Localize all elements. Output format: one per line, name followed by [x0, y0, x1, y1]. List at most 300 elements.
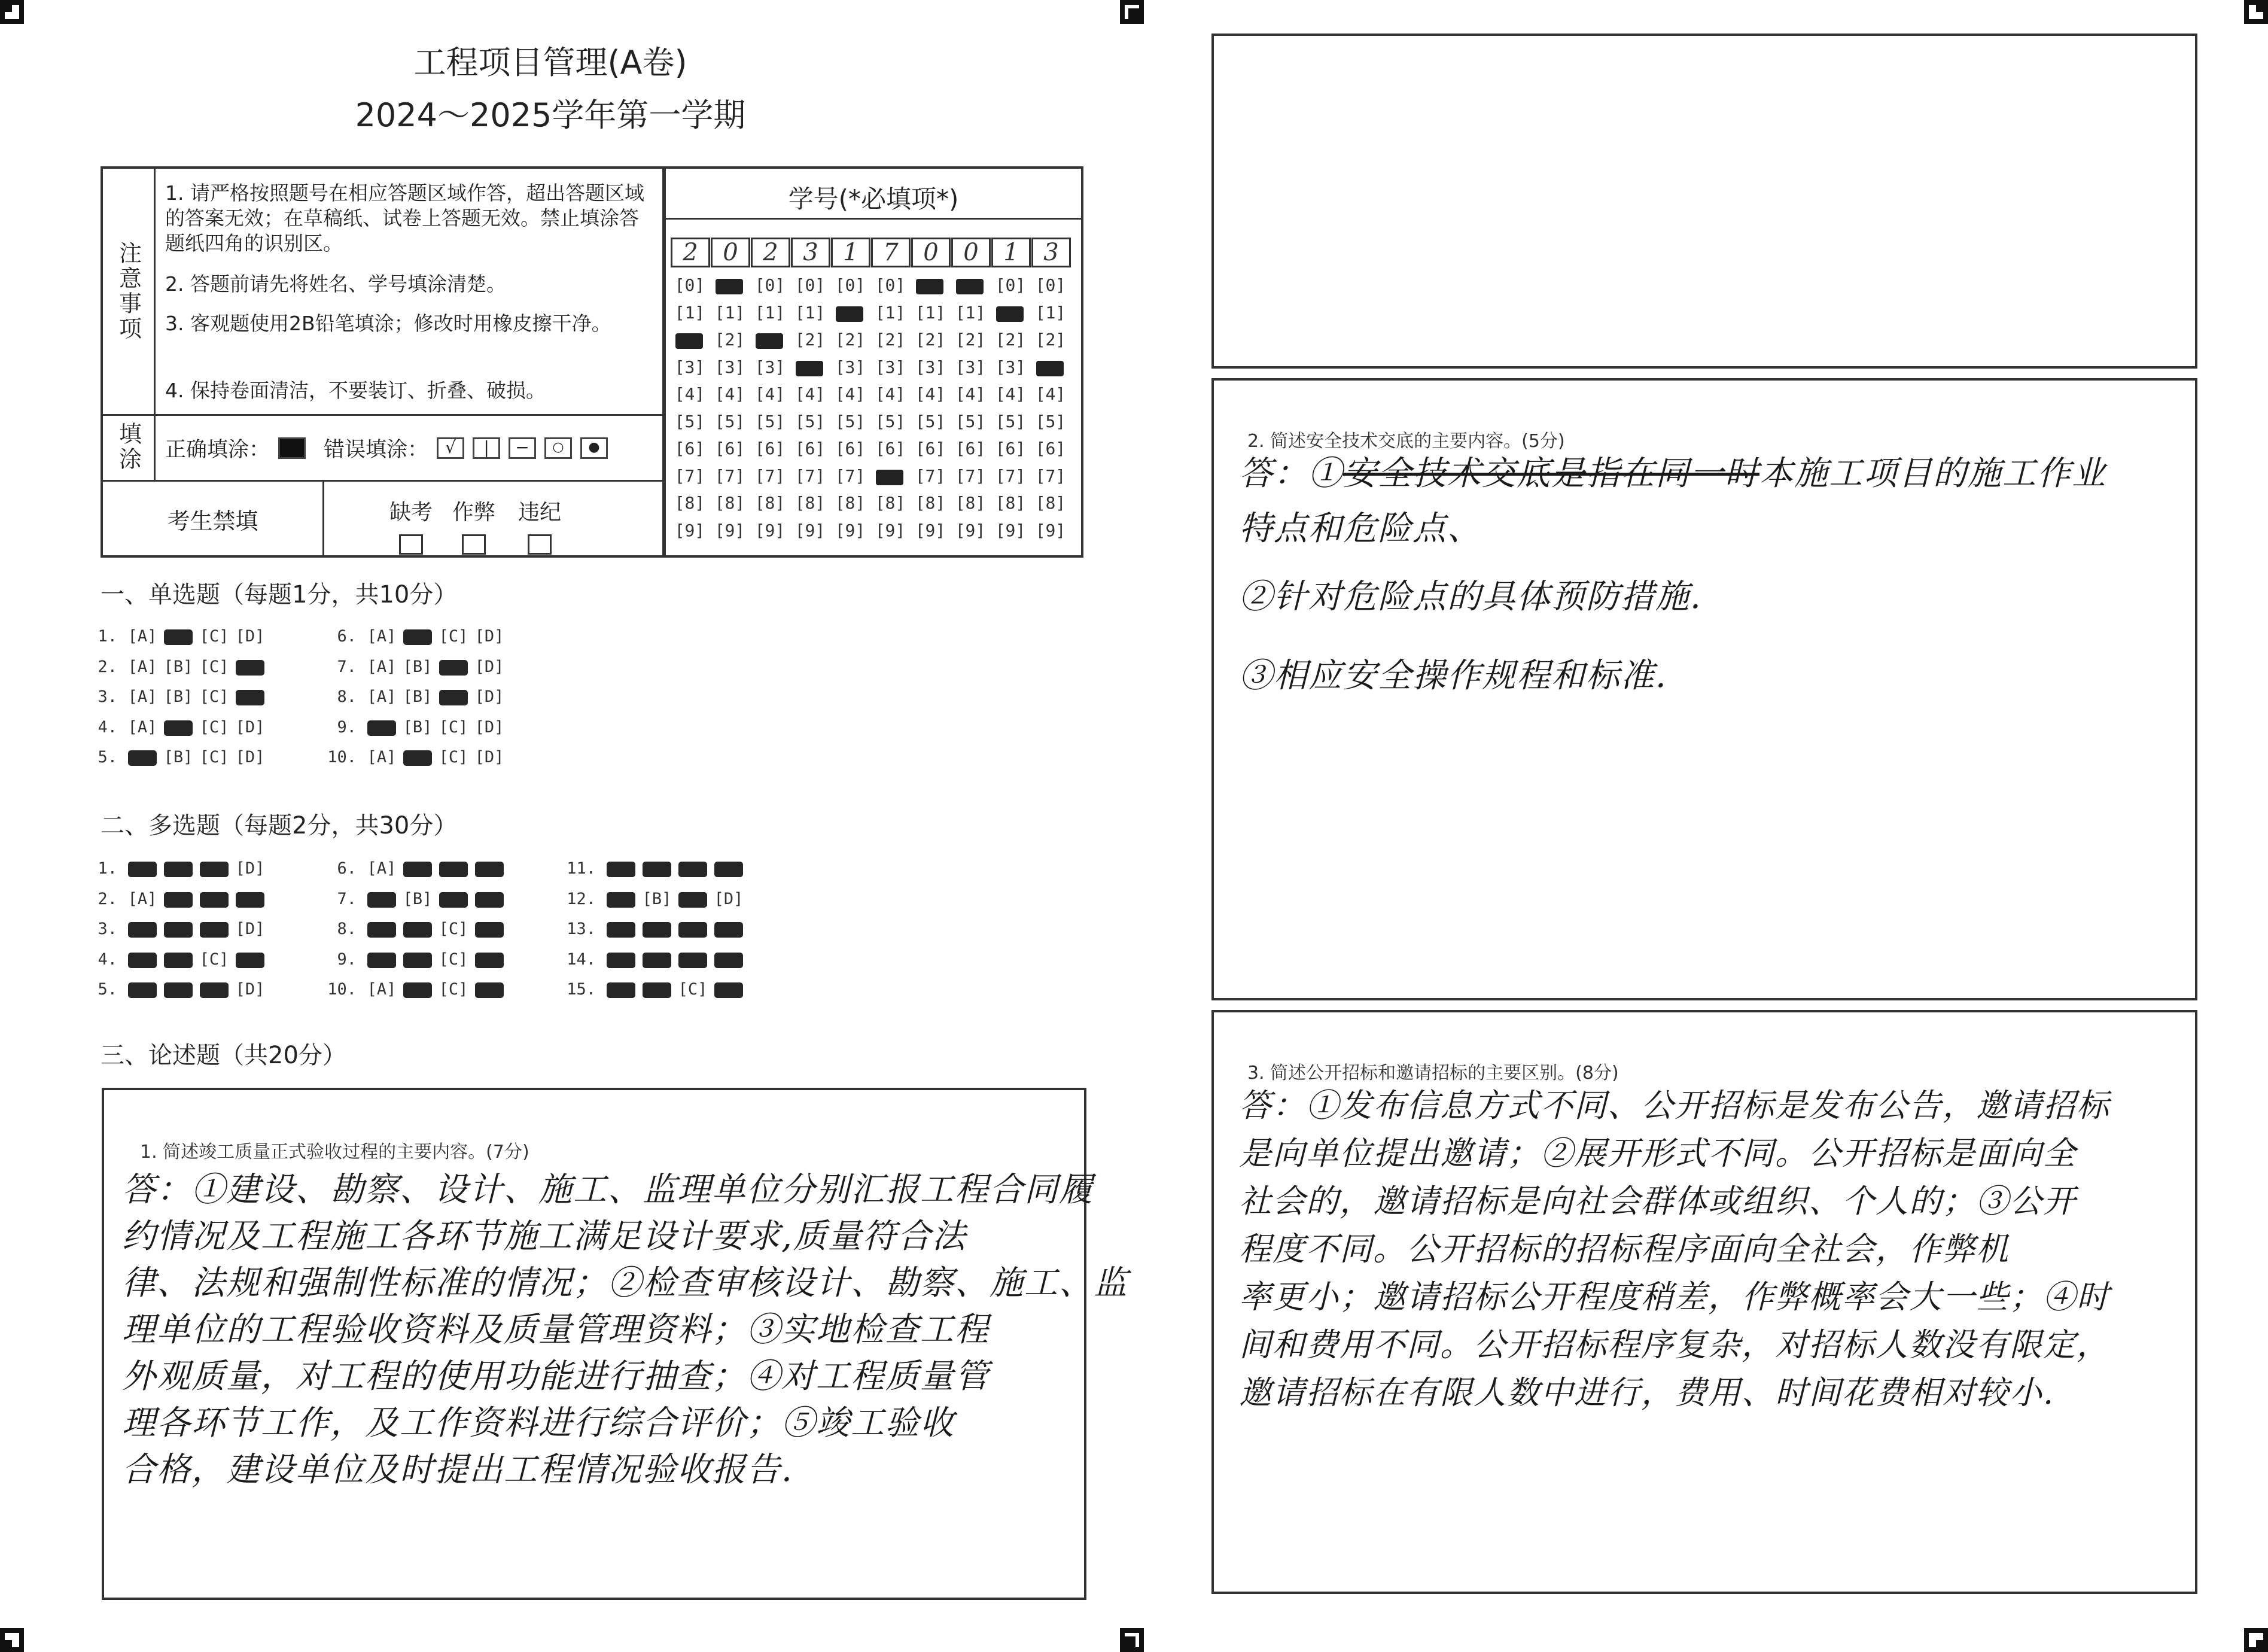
student-id-digit-cell[interactable]: 3: [1031, 238, 1071, 267]
wrong-fill-label: 错误填涂：: [324, 438, 429, 462]
forbid-absent-label: 缺考: [389, 500, 433, 525]
forbid-cheat-checkbox[interactable]: [462, 534, 486, 555]
student-id-bubble[interactable]: [4]: [754, 384, 786, 404]
student-id-bubble[interactable]: [5]: [995, 411, 1026, 431]
answer-option-bubble[interactable]: [C]: [439, 748, 468, 766]
student-id-bubble[interactable]: [8]: [754, 493, 786, 513]
student-id-bubble[interactable]: [2]: [714, 330, 745, 349]
answer-option-bubble[interactable]: [A]: [127, 687, 157, 706]
answer-option-bubble[interactable]: [471, 890, 507, 908]
student-id-digits: [671, 238, 1071, 267]
student-id-bubble[interactable]: [5]: [794, 411, 826, 431]
answer-option-bubble[interactable]: [400, 980, 436, 999]
question-number: 6.: [337, 859, 357, 878]
student-id-bubble[interactable]: [1]: [794, 302, 826, 323]
answer-option-bubble[interactable]: [D]: [474, 687, 504, 706]
answer-option-bubble[interactable]: [639, 859, 675, 878]
answer-option-bubble[interactable]: [A]: [127, 657, 157, 676]
answer-option-bubble[interactable]: [603, 890, 639, 908]
question-row: [84, 627, 268, 646]
answer-option-bubble[interactable]: [675, 920, 711, 938]
question-number: 8.: [337, 920, 357, 938]
student-id-bubble[interactable]: [4]: [714, 384, 745, 404]
forbid-violation[interactable]: [504, 495, 576, 555]
student-id-bubble[interactable]: [912, 275, 948, 295]
question-number: 5.: [98, 980, 117, 999]
answer-option-bubble[interactable]: [471, 980, 507, 999]
forbid-absent[interactable]: [375, 495, 447, 555]
question-number: 15.: [567, 980, 596, 999]
question-row: [84, 980, 268, 999]
student-id-bubble[interactable]: [6]: [955, 439, 986, 458]
question-row: [323, 980, 507, 999]
answer-option-bubble[interactable]: [D]: [235, 980, 265, 999]
forbid-violation-checkbox[interactable]: [528, 534, 552, 555]
student-id-bubble[interactable]: [9]: [754, 520, 786, 540]
student-id-bubble[interactable]: [4]: [794, 384, 826, 404]
student-id-bubble[interactable]: [672, 330, 708, 349]
student-id-bubble[interactable]: [4]: [835, 384, 866, 404]
answer-option-bubble[interactable]: [C]: [439, 950, 468, 969]
student-id-bubble[interactable]: [832, 303, 868, 323]
notice-item-4: 4. 保持卷面清洁，不要装订、折叠、破损。: [165, 379, 546, 402]
answer-line: 间和费用不同。公开招标程序复杂，对招标人数没有限定，: [1239, 1326, 2110, 1364]
answer-option-bubble[interactable]: [124, 859, 160, 878]
answer-option-bubble[interactable]: [711, 859, 747, 878]
student-id-bubble[interactable]: [8]: [794, 493, 826, 513]
forbid-cheat-label: 作弊: [452, 500, 495, 525]
answer-option-bubble[interactable]: [196, 890, 232, 908]
question-number: 6.: [337, 627, 357, 646]
student-id-bubble[interactable]: [4]: [1035, 384, 1066, 404]
student-id-bubble[interactable]: [8]: [995, 493, 1026, 513]
handwritten-answer-q1: [122, 1167, 1128, 1493]
student-id-bubble[interactable]: [7]: [835, 466, 866, 486]
answer-option-bubble[interactable]: [160, 920, 196, 938]
question-row: [84, 890, 268, 908]
answer-option-bubble[interactable]: [D]: [714, 889, 744, 908]
student-id-panel: [663, 166, 1083, 558]
forbid-cheat[interactable]: [438, 495, 510, 555]
student-id-bubble[interactable]: [9]: [875, 520, 906, 540]
student-id-digit-cell[interactable]: 2: [751, 238, 790, 267]
student-id-bubble[interactable]: [0]: [875, 275, 906, 295]
student-id-bubble[interactable]: [9]: [714, 520, 745, 540]
answer-option-bubble[interactable]: [A]: [127, 889, 157, 908]
student-id-bubble[interactable]: [1]: [955, 302, 986, 323]
student-id-bubble[interactable]: [8]: [955, 493, 986, 513]
student-id-bubble[interactable]: [2]: [955, 330, 986, 349]
answer-option-bubble[interactable]: [D]: [474, 717, 504, 737]
student-id-bubble[interactable]: [6]: [915, 439, 946, 458]
student-id-bubble[interactable]: [9]: [835, 520, 866, 540]
answer-option-bubble[interactable]: [400, 859, 436, 878]
question-number: 7.: [337, 889, 357, 908]
answer-option-bubble[interactable]: [711, 950, 747, 969]
forbid-absent-checkbox[interactable]: [399, 534, 423, 555]
student-id-digit-cell[interactable]: 1: [991, 238, 1031, 267]
student-id-bubble[interactable]: [6]: [835, 439, 866, 458]
answer-line: 程度不同。公开招标的招标程序面向全社会，作弊机: [1239, 1230, 2010, 1268]
answer-line: 社会的，邀请招标是向社会群体或组织、个人的；③公开: [1239, 1182, 2077, 1220]
student-id-bubble[interactable]: [8]: [835, 493, 866, 513]
wrong-mark-circle: ○: [544, 437, 572, 459]
answer-option-bubble[interactable]: [B]: [163, 657, 193, 676]
student-id-bubble[interactable]: [712, 275, 748, 295]
answer-option-bubble[interactable]: [471, 950, 507, 969]
question-number: 13.: [567, 920, 596, 938]
question-number: 9.: [337, 950, 357, 969]
answer-option-bubble[interactable]: [436, 687, 471, 706]
notice-label-text: 注意事项: [115, 241, 142, 342]
answer-option-bubble[interactable]: [D]: [235, 920, 265, 938]
answer-option-bubble[interactable]: [B]: [642, 889, 672, 908]
answer-line: 率更小；邀请招标公开程度稍差，作弊概率会大一些；④时: [1239, 1278, 2110, 1316]
answer-option-bubble[interactable]: [603, 920, 639, 938]
student-id-bubble[interactable]: [3]: [714, 357, 745, 377]
wrong-mark-dot: ●: [580, 437, 608, 459]
student-id-bubble[interactable]: [7]: [915, 466, 946, 486]
corner-marker-bottom-left-icon: [0, 1628, 24, 1652]
answer-prefix: 答：①: [1239, 454, 1343, 493]
notice-item-1: 1. 请严格按照题号在相应答题区域作答，超出答题区域的答案无效；在草稿纸、试卷上答题无效。禁止填涂答题纸四角的识别区。: [165, 181, 644, 255]
question-label-q2: 2. 简述安全技术交底的主要内容。(5分): [1247, 431, 1565, 452]
student-id-bubble[interactable]: [0]: [794, 275, 826, 295]
wrong-mark-dash: −: [509, 437, 536, 459]
answer-line: 理各环节工作，及工作资料进行综合评价；⑤竣工验收: [122, 1404, 955, 1443]
answer-box-q1[interactable]: [102, 1088, 1128, 1600]
student-id-bubble[interactable]: [1]: [915, 302, 946, 323]
student-id-digit-cell[interactable]: 7: [871, 238, 911, 267]
answer-option-bubble[interactable]: [A]: [127, 627, 157, 646]
answer-option-bubble[interactable]: [364, 920, 400, 938]
answer-option-bubble[interactable]: [A]: [367, 748, 397, 766]
answer-option-bubble[interactable]: [C]: [199, 717, 229, 737]
answer-line: [1239, 446, 2106, 501]
answer-option-bubble[interactable]: [C]: [439, 627, 468, 646]
answer-option-bubble[interactable]: [400, 920, 436, 938]
student-id-bubble[interactable]: [8]: [674, 493, 705, 513]
student-id-digit-cell[interactable]: 0: [911, 238, 951, 267]
student-id-bubble[interactable]: [6]: [995, 439, 1026, 458]
answer-option-bubble[interactable]: [603, 859, 639, 878]
student-id-digit-cell[interactable]: 0: [951, 238, 991, 267]
divider: [103, 414, 662, 416]
answer-option-bubble[interactable]: [D]: [474, 657, 504, 676]
answer-option-bubble[interactable]: [364, 718, 400, 737]
answer-option-bubble[interactable]: [196, 859, 232, 878]
student-id-bubble[interactable]: [0]: [1035, 275, 1066, 295]
answer-option-bubble[interactable]: [A]: [367, 859, 397, 878]
student-id-bubble[interactable]: [3]: [875, 357, 906, 377]
answer-option-bubble[interactable]: [A]: [127, 717, 157, 737]
question-row: [562, 890, 747, 908]
question-number: 7.: [337, 657, 357, 676]
answer-option-bubble[interactable]: [C]: [199, 950, 229, 969]
student-id-bubble[interactable]: [2]: [794, 330, 826, 349]
question-row: [84, 859, 268, 878]
student-id-bubble[interactable]: [3]: [835, 357, 866, 377]
answer-option-bubble[interactable]: [639, 980, 675, 999]
answer-option-bubble[interactable]: [124, 920, 160, 938]
student-id-bubble[interactable]: [9]: [794, 520, 826, 540]
student-id-bubble[interactable]: [1]: [674, 302, 705, 323]
fill-label-text: 填涂: [115, 422, 142, 472]
answer-option-bubble[interactable]: [C]: [199, 687, 229, 706]
wrong-mark-bar: |: [473, 437, 500, 459]
student-id-bubble[interactable]: [0]: [835, 275, 866, 295]
student-id-bubble[interactable]: [2]: [875, 330, 906, 349]
student-id-bubble[interactable]: [2]: [835, 330, 866, 349]
student-id-bubble[interactable]: [1033, 357, 1068, 377]
student-id-bubble[interactable]: [2]: [995, 330, 1026, 349]
answer-option-bubble[interactable]: [A]: [367, 657, 397, 676]
question-number: 1.: [98, 859, 117, 878]
answer-option-bubble[interactable]: [232, 890, 268, 908]
answer-option-bubble[interactable]: [603, 980, 639, 999]
student-id-bubble[interactable]: [5]: [674, 411, 705, 431]
answer-option-bubble[interactable]: [C]: [439, 980, 468, 999]
student-id-digit-cell[interactable]: 2: [671, 238, 710, 267]
student-id-bubble[interactable]: [6]: [794, 439, 826, 458]
answer-option-bubble[interactable]: [160, 859, 196, 878]
answer-option-bubble[interactable]: [124, 748, 160, 766]
student-id-digit-cell[interactable]: 3: [791, 238, 830, 267]
question-label-q3: 3. 简述公开招标和邀请招标的主要区别。(8分): [1247, 1063, 1619, 1084]
answer-option-bubble[interactable]: [124, 980, 160, 999]
answer-option-bubble[interactable]: [364, 950, 400, 969]
student-id-bubble[interactable]: [5]: [915, 411, 946, 431]
answer-option-bubble[interactable]: [364, 890, 400, 908]
answer-option-bubble[interactable]: [B]: [163, 687, 193, 706]
question-row: [323, 950, 507, 969]
student-id-bubble[interactable]: [3]: [995, 357, 1026, 377]
fill-label: [103, 414, 156, 480]
student-id-bubble[interactable]: [1]: [1035, 302, 1066, 323]
student-id-digit-cell[interactable]: 1: [831, 238, 870, 267]
question-row: [323, 658, 507, 676]
corner-marker-top-left-icon: [0, 0, 24, 24]
answer-box-continuation[interactable]: [1211, 34, 2197, 369]
question-number: 2.: [98, 889, 117, 908]
student-id-bubble[interactable]: [2]: [915, 330, 946, 349]
student-id-bubble[interactable]: [6]: [875, 439, 906, 458]
answer-option-bubble[interactable]: [400, 748, 436, 766]
answer-option-bubble[interactable]: [D]: [474, 627, 504, 646]
student-id-bubble[interactable]: [8]: [1035, 493, 1066, 513]
answer-option-bubble[interactable]: [711, 920, 747, 938]
student-id-bubble[interactable]: [1]: [714, 302, 745, 323]
answer-line: 合格，建设单位及时提出工程情况验收报告.: [122, 1450, 793, 1489]
student-id-bubble[interactable]: [3]: [674, 357, 705, 377]
student-id-bubble[interactable]: [3]: [955, 357, 986, 377]
section-essay-title: 三、论述题（共20分）: [101, 1042, 346, 1069]
student-id-bubble[interactable]: [2]: [1035, 330, 1066, 349]
answer-option-bubble[interactable]: [D]: [235, 717, 265, 737]
question-number: 10.: [327, 748, 357, 766]
answer-option-bubble[interactable]: [160, 718, 196, 737]
answer-option-bubble[interactable]: [160, 627, 196, 646]
answer-option-bubble[interactable]: [124, 950, 160, 969]
student-id-bubble[interactable]: [9]: [995, 520, 1026, 540]
answer-option-bubble[interactable]: [471, 920, 507, 938]
student-id-bubble[interactable]: [7]: [955, 466, 986, 486]
question-number: 12.: [567, 889, 596, 908]
student-id-bubble[interactable]: [4]: [875, 384, 906, 404]
answer-option-bubble[interactable]: [C]: [678, 980, 708, 999]
student-id-bubble[interactable]: [6]: [714, 439, 745, 458]
answer-option-bubble[interactable]: [A]: [367, 627, 397, 646]
question-row: [562, 859, 747, 878]
student-id-bubble[interactable]: [7]: [794, 466, 826, 486]
student-id-bubble[interactable]: [872, 466, 908, 486]
handwritten-answer-q2: [1239, 446, 2106, 704]
answer-option-bubble[interactable]: [603, 950, 639, 969]
answer-option-bubble[interactable]: [C]: [199, 748, 229, 766]
answer-option-bubble[interactable]: [232, 687, 268, 706]
student-id-bubble[interactable]: [9]: [674, 520, 705, 540]
forbid-label: 考生禁填: [103, 480, 324, 558]
answer-line: 理单位的工程验收资料及质量管理资料；③实地检查工程: [122, 1310, 990, 1349]
answer-line: 外观质量，对工程的使用功能进行抽查；④对工程质量管: [122, 1357, 990, 1396]
answer-box-q3[interactable]: [1211, 1010, 2197, 1594]
student-id-bubble[interactable]: [9]: [1035, 520, 1066, 540]
student-id-bubble[interactable]: [5]: [714, 411, 745, 431]
answer-line: 特点和危险点、: [1239, 509, 1482, 548]
answer-option-bubble[interactable]: [160, 980, 196, 999]
question-row: [562, 950, 747, 969]
answer-option-bubble[interactable]: [675, 950, 711, 969]
student-id-bubble[interactable]: [3]: [754, 357, 786, 377]
student-id-bubble[interactable]: [8]: [714, 493, 745, 513]
answer-option-bubble[interactable]: [C]: [439, 920, 468, 938]
corner-marker-top-middle-icon: [1120, 0, 1144, 24]
answer-option-bubble[interactable]: [639, 950, 675, 969]
answer-option-bubble[interactable]: [D]: [235, 859, 265, 878]
answer-option-bubble[interactable]: [B]: [403, 889, 433, 908]
answer-option-bubble[interactable]: [A]: [367, 980, 397, 999]
answer-option-bubble[interactable]: [711, 980, 747, 999]
student-id-bubble[interactable]: [952, 275, 988, 295]
student-id-digit-cell[interactable]: 0: [711, 238, 750, 267]
student-id-bubble[interactable]: [6]: [674, 439, 705, 458]
correct-fill-label: 正确填涂：: [165, 438, 270, 462]
notice-item-2: 2. 答题前请先将姓名、学号填涂清楚。: [165, 272, 506, 296]
student-id-bubble[interactable]: [5]: [754, 411, 786, 431]
student-id-bubble[interactable]: [752, 330, 788, 349]
struck-text: 安全技术交底是指在同一时: [1343, 454, 1759, 493]
answer-option-bubble[interactable]: [436, 859, 471, 878]
answer-option-bubble[interactable]: [160, 890, 196, 908]
student-id-bubble[interactable]: [7]: [1035, 466, 1066, 486]
answer-line: 答：①发布信息方式不同、公开招标是发布公告，邀请招标: [1239, 1087, 2110, 1124]
student-id-bubble[interactable]: [0]: [995, 275, 1026, 295]
answer-option-bubble[interactable]: [400, 627, 436, 646]
student-id-bubble[interactable]: [4]: [915, 384, 946, 404]
student-id-bubble[interactable]: [8]: [915, 493, 946, 513]
student-id-bubble[interactable]: [5]: [1035, 411, 1066, 431]
answer-option-bubble[interactable]: [196, 920, 232, 938]
student-id-bubble[interactable]: [5]: [835, 411, 866, 431]
corner-marker-bottom-middle-icon: [1120, 1628, 1144, 1652]
student-id-bubble[interactable]: [1]: [754, 302, 786, 323]
student-id-bubble[interactable]: [7]: [995, 466, 1026, 486]
student-id-bubble[interactable]: [993, 303, 1028, 323]
question-number: 2.: [98, 657, 117, 676]
student-id-bubble[interactable]: [8]: [875, 493, 906, 513]
wrong-mark-check: √: [437, 437, 464, 459]
student-id-bubble[interactable]: [9]: [915, 520, 946, 540]
student-id-bubble[interactable]: [792, 357, 828, 377]
answer-line: 是向单位提出邀请；②展开形式不同。公开招标是面向全: [1239, 1134, 2077, 1172]
answer-line: 邀请招标在有限人数中进行，费用、时间花费相对较小.: [1239, 1374, 2055, 1411]
question-row: [323, 687, 507, 706]
student-id-bubble[interactable]: [4]: [955, 384, 986, 404]
student-id-bubble[interactable]: [3]: [915, 357, 946, 377]
student-id-bubble[interactable]: [7]: [754, 466, 786, 486]
answer-option-bubble[interactable]: [675, 890, 711, 908]
answer-option-bubble[interactable]: [A]: [367, 687, 397, 706]
student-id-bubble[interactable]: [9]: [955, 520, 986, 540]
student-id-bubble[interactable]: [5]: [955, 411, 986, 431]
answer-line: 约情况及工程施工各环节施工满足设计要求,质量符合法: [122, 1217, 967, 1256]
answer-option-bubble[interactable]: [D]: [474, 748, 504, 766]
answer-option-bubble[interactable]: [232, 950, 268, 969]
answer-option-bubble[interactable]: [232, 658, 268, 676]
answer-option-bubble[interactable]: [675, 859, 711, 878]
student-id-bubble[interactable]: [6]: [1035, 439, 1066, 458]
question-row: [84, 748, 268, 766]
answer-option-bubble[interactable]: [471, 859, 507, 878]
answer-option-bubble[interactable]: [B]: [403, 687, 433, 706]
answer-option-bubble[interactable]: [C]: [439, 717, 468, 737]
student-id-bubble[interactable]: [4]: [674, 384, 705, 404]
question-number: 1.: [98, 627, 117, 646]
student-id-bubble[interactable]: [6]: [754, 439, 786, 458]
answer-option-bubble[interactable]: [D]: [235, 748, 265, 766]
answer-option-bubble[interactable]: [639, 920, 675, 938]
student-id-bubble[interactable]: [7]: [714, 466, 745, 486]
question-row: [323, 859, 507, 878]
answer-option-bubble[interactable]: [160, 950, 196, 969]
student-id-bubble[interactable]: [1]: [875, 302, 906, 323]
question-row: [84, 950, 268, 969]
answer-option-bubble[interactable]: [C]: [199, 627, 229, 646]
question-number: 10.: [327, 980, 357, 999]
answer-rest: 本施工项目的施工作业: [1759, 454, 2106, 493]
exam-title: 工程项目管理(A卷): [413, 44, 687, 81]
corner-marker-bottom-right-icon: [2244, 1628, 2268, 1652]
question-row: [562, 980, 747, 999]
student-id-bubble[interactable]: [5]: [875, 411, 906, 431]
answer-option-bubble[interactable]: [D]: [235, 627, 265, 646]
student-id-bubble[interactable]: [0]: [754, 275, 786, 295]
answer-option-bubble[interactable]: [B]: [403, 657, 433, 676]
answer-option-bubble[interactable]: [400, 950, 436, 969]
answer-line: ③相应安全操作规程和标准.: [1239, 656, 1667, 695]
student-id-bubble[interactable]: [7]: [674, 466, 705, 486]
student-id-bubble[interactable]: [0]: [674, 275, 705, 295]
answer-option-bubble[interactable]: [C]: [199, 657, 229, 676]
answer-option-bubble[interactable]: [436, 890, 471, 908]
answer-option-bubble[interactable]: [436, 658, 471, 676]
student-id-bubble[interactable]: [4]: [995, 384, 1026, 404]
answer-option-bubble[interactable]: [196, 980, 232, 999]
answer-option-bubble[interactable]: [B]: [403, 717, 433, 737]
question-row: [84, 718, 268, 737]
answer-option-bubble[interactable]: [B]: [163, 748, 193, 766]
answer-box-q2[interactable]: [1211, 378, 2197, 1000]
